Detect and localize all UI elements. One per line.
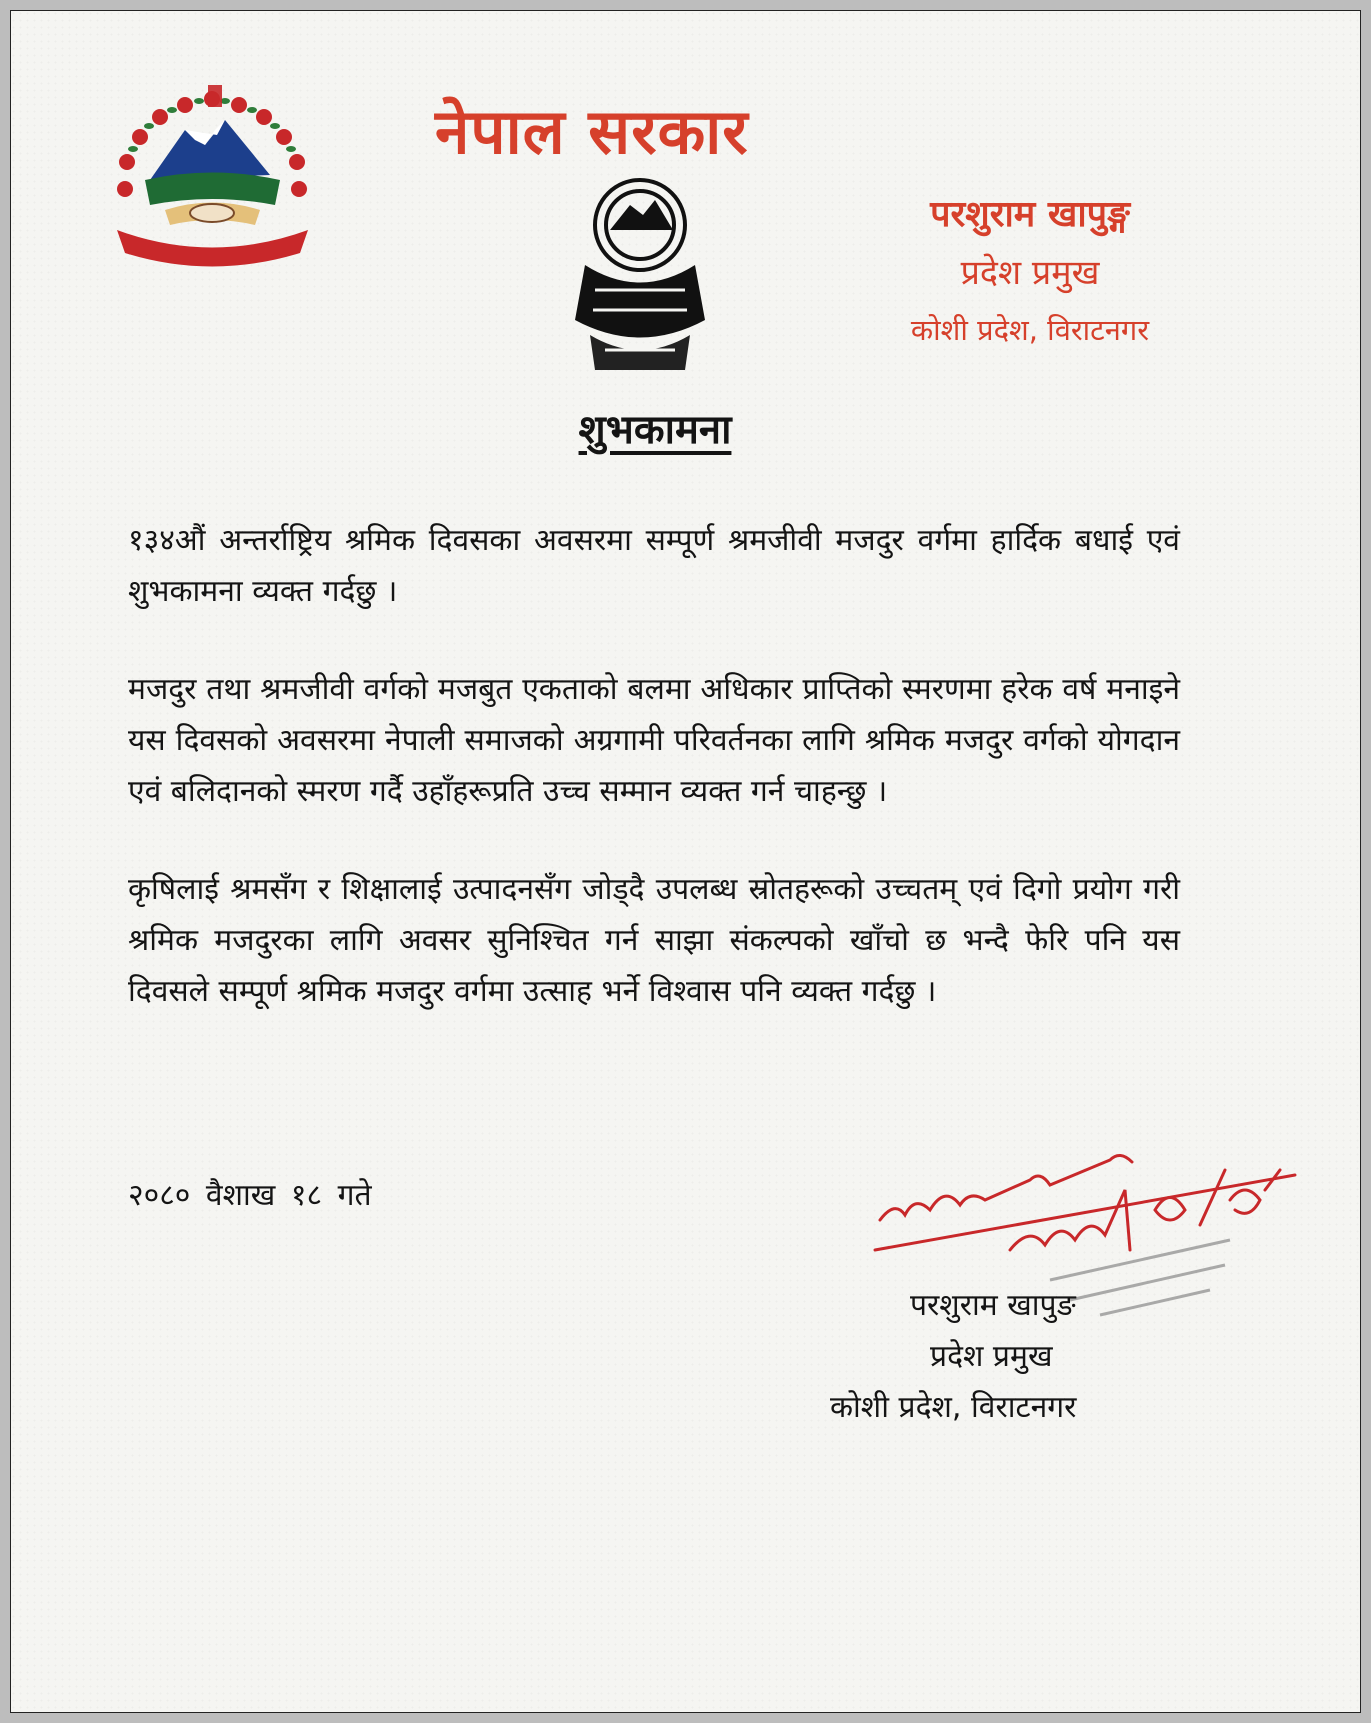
signature-block (770, 1280, 1190, 1433)
nepal-emblem-icon (105, 85, 320, 270)
letterhead-official (850, 190, 1210, 353)
official-office: कोशी प्रदेश, विराटनगर (910, 312, 1150, 347)
document-title: शुभकामना (578, 407, 732, 453)
government-heading: नेपाल सरकार (435, 95, 749, 168)
signatory-name: परशुराम खापुङ (910, 1288, 1076, 1323)
letter-date: २०८० वैशाख १८ गते (128, 1178, 372, 1213)
official-name: परशुराम खापुङ्ग (930, 194, 1130, 235)
official-seal-icon (565, 170, 715, 375)
letter-page (10, 10, 1361, 1713)
paragraph-1: १३४औं अन्तर्राष्ट्रिय श्रमिक दिवसका अवसरमा सम्पूर्ण श्रमजीवी मजदुर वर्गमा हार्दिक बधाई एवं शुभकामना व्यक्त गर्दछु । (128, 523, 1180, 609)
letter-body (128, 515, 1180, 1064)
paragraph-3: कृषिलाई श्रमसँग र शिक्षालाई उत्पादनसँग जोड्दै उपलब्ध स्रोतहरूको उच्चतम् एवं दिगो प्रयोग गरी श्रमिक मजदुरका लागि अवसर सुनिश्चित गर्न साझा संकल्पको खाँचो छ भन्दै फेरि पनि यस दिवसले सम्पूर्ण श्रमिक मजदुर वर्गमा उत्साह भर्ने विश्वास पनि व्यक्त गर्दछु । (128, 872, 1180, 1009)
official-post: प्रदेश प्रमुख (960, 253, 1100, 294)
signatory-office: कोशी प्रदेश, विराटनगर (830, 1390, 1077, 1425)
paragraph-2: मजदुर तथा श्रमजीवी वर्गको मजबुत एकताको बलमा अधिकार प्राप्तिको स्मरणमा हरेक वर्ष मनाइने यस दिवसको अवसरमा नेपाली समाजको अग्रगामी परिवर्तनका लागि श्रमिक मजदुर वर्गको योगदान एवं बलिदानको स्मरण गर्दै उहाँहरूप्रति उच्च सम्मान व्यक्त गर्न चाहन्छु । (128, 672, 1180, 809)
signatory-post: प्रदेश प्रमुख (930, 1339, 1053, 1374)
